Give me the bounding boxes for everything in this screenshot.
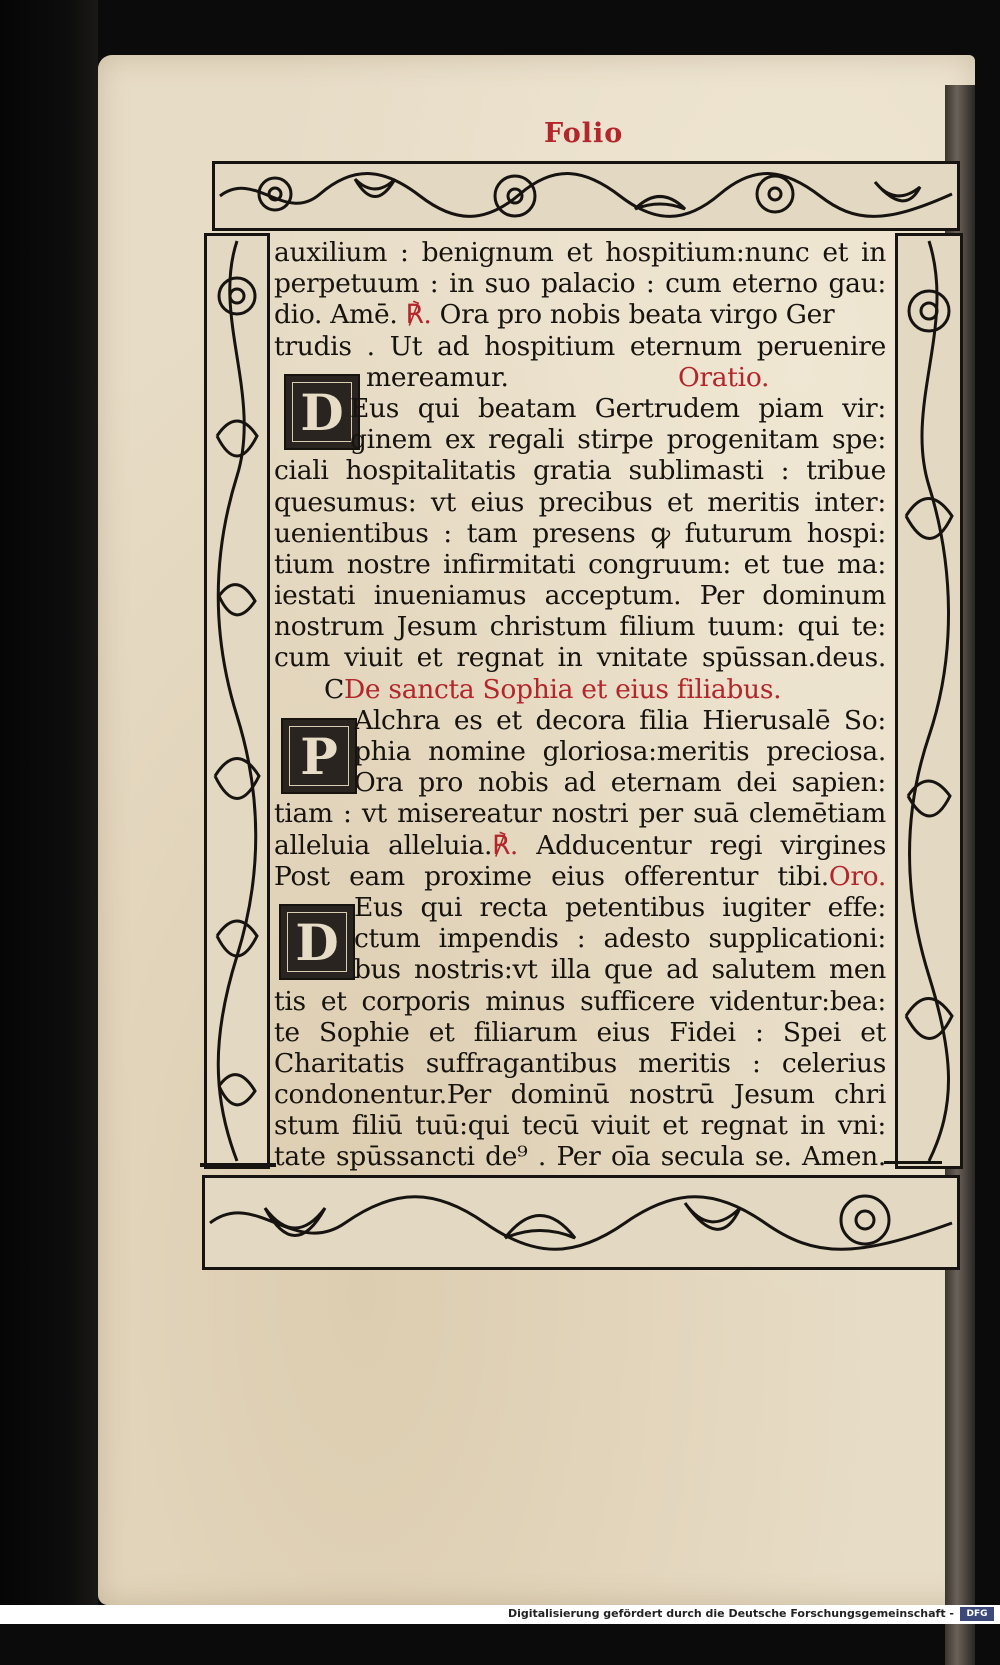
floral-ornament-icon bbox=[215, 164, 957, 228]
text-line: alleluia alleluia.℟. Adducentur regi virgines bbox=[274, 829, 886, 861]
text-line: condonentur.Per dominū nostrū Jesum chri bbox=[274, 1079, 886, 1111]
text-line: tate spūssancti de⁹ . Per oīa secula se. Amen. bbox=[274, 1141, 886, 1173]
woodcut-border-top bbox=[212, 161, 960, 231]
text-line: uenientibus : tam presens ꝙ futurum hospi: bbox=[274, 517, 886, 549]
text-line: phia nomine gloriosa:meritis preciosa. bbox=[354, 736, 886, 767]
text-line: mereamur. Oratio. bbox=[366, 361, 770, 393]
woodcut-border-left bbox=[204, 233, 270, 1169]
text-line: Alchra es et decora filia Hierusalē So: bbox=[354, 704, 886, 736]
text-line: te Sophie et filiarum eius Fidei : Spei et bbox=[274, 1016, 886, 1048]
text-line: nostrum Jesum christum filium tuum: qui te: bbox=[274, 611, 886, 643]
text-line: bus nostris:vt illa que ad salutem men bbox=[354, 954, 886, 986]
text-line: tium nostre infirmitati congruum: et tue ma: bbox=[274, 548, 886, 580]
text-line: perpetuum : in suo palacio : cum eterno gau: bbox=[274, 268, 886, 300]
text-line: Eus qui beatam Gertrudem piam vir: bbox=[350, 392, 886, 424]
book-spine-shadow bbox=[0, 0, 98, 1605]
text-line: Charitatis suffragantibus meritis : celerius bbox=[274, 1047, 886, 1079]
text-line: stum filiū tuū:qui tecū viuit et regnat in vni: bbox=[274, 1110, 886, 1142]
text-line: quesumus: vt eius precibus et meritis inter: bbox=[274, 486, 886, 518]
text-line: Eus qui recta petentibus iugiter effe: bbox=[354, 891, 886, 923]
decorated-initial: D bbox=[284, 374, 360, 450]
border-rule bbox=[884, 1161, 942, 1164]
floral-ornament-icon bbox=[205, 1178, 957, 1267]
text-line: Post eam proxime eius offerentur tibi.Oro. bbox=[274, 860, 886, 892]
text-line: auxilium : benignum et hospitium:nunc et in bbox=[274, 237, 886, 268]
woodcut-border-bottom bbox=[202, 1175, 960, 1270]
response-mark: ℟. bbox=[492, 829, 519, 861]
text-line: iestati inueniamus acceptum. Per dominum bbox=[274, 580, 886, 612]
woodcut-border-right bbox=[895, 233, 963, 1169]
text-line: tiam : vt misereatur nostri per suā clemētiam bbox=[274, 798, 886, 830]
dfg-logo-icon: DFG bbox=[960, 1607, 994, 1621]
border-rule bbox=[200, 1163, 276, 1167]
digitization-credit: Digitalisierung gefördert durch die Deutsche Forschungsgemeinschaft - bbox=[507, 1607, 954, 1620]
text-line: ginem ex regali stirpe progenitam spe: bbox=[350, 424, 886, 456]
text-line: cum viuit et regnat in vnitate spūssan.deus. bbox=[274, 642, 886, 674]
text-line: ciali hospitalitatis gratia sublimasti : tribue bbox=[274, 455, 886, 487]
vine-ornament-icon bbox=[898, 236, 960, 1166]
rubric-oratio: Oratio. bbox=[678, 361, 770, 393]
text-line: trudis . Ut ad hospitium eternum peruenire bbox=[274, 330, 886, 362]
decorated-initial: P bbox=[281, 718, 357, 794]
response-mark: ℟. bbox=[405, 299, 432, 331]
rubric-oro: Oro. bbox=[828, 860, 886, 892]
text-line: ctum impendis : adesto supplicationi: bbox=[354, 923, 886, 955]
rubric-heading: CDe sancta Sophia et eius filiabus. bbox=[324, 673, 782, 705]
text-line: dio. Amē. ℟. Ora pro nobis beata virgo Ger bbox=[274, 299, 835, 331]
decorated-initial: D bbox=[279, 904, 355, 980]
text-line: tis et corporis minus sufficere videntur:bea: bbox=[274, 985, 886, 1017]
folio-heading: Folio bbox=[544, 118, 624, 149]
text-block bbox=[274, 237, 886, 1173]
vine-ornament-icon bbox=[207, 236, 267, 1166]
text-line: Ora pro nobis ad eternam dei sapien: bbox=[354, 767, 886, 799]
